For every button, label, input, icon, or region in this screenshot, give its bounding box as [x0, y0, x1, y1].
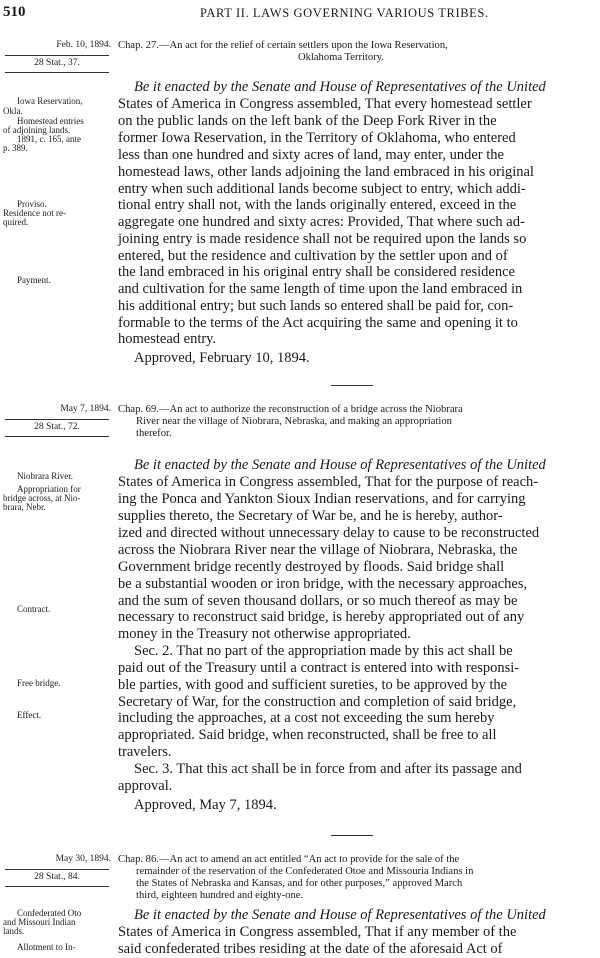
statute-citation: 28 Stat., 72. — [34, 422, 80, 432]
body-line: entry when such additional lands become subject to entry, which addi- — [118, 181, 526, 197]
margin-note: and Missouri Indian — [3, 917, 76, 927]
margin-note: Free bridge. — [17, 678, 61, 688]
body-line: ing the Ponca and Yankton Sioux Indian reservations, and for carrying — [118, 491, 526, 507]
chapter-heading-line: River near the village of Niobrara, Nebraska, and making an appropriation — [136, 416, 452, 427]
chapter-heading-line: the States of Nebraska and Kansas, and for other purposes,” approved March — [136, 878, 463, 889]
body-line: aggregate one hundred and sixty acres: Provided, That where such ad- — [118, 214, 525, 230]
running-head: PART II. LAWS GOVERNING VARIOUS TRIBES. — [200, 6, 489, 20]
margin-note: p. 389. — [3, 143, 28, 153]
body-line: homestead entry. — [118, 331, 217, 347]
body-line: necessary to reconstruct said bridge, is hereby appropriated out of any — [118, 609, 525, 625]
chapter-heading — [118, 40, 564, 64]
chapter-heading — [118, 404, 564, 440]
body-line: Sec. 2. That no part of the appropriation made by this act shall be — [134, 643, 513, 659]
margin-note: Niobrara River. — [17, 471, 73, 481]
margin-note: bridge across, at Nio- — [3, 493, 81, 503]
body-line: former Iowa Reservation, in the Territory of Oklahoma, who entered — [118, 130, 516, 146]
margin-note: Appropriation for — [17, 484, 81, 494]
margin-note: Iowa Reservation, — [17, 96, 83, 106]
margin-note: Payment. — [17, 275, 51, 285]
margin-note: 1891, c. 165, ante — [17, 134, 81, 144]
page-number: 510 — [3, 4, 26, 20]
margin-note: Homestead entries — [17, 116, 84, 126]
body-line: be a substantial wooden or iron bridge, with the necessary approaches, — [118, 576, 528, 592]
body-line: joining entry is made residence shall not be required upon the lands so — [118, 231, 527, 247]
chapter-heading-line: third, eighteen hundred and eighty-one. — [136, 890, 304, 901]
section-divider — [331, 385, 373, 386]
body-line: Government bridge recently destroyed by floods. Said bridge shall — [118, 559, 505, 575]
body-line: supplies thereto, the Secretary of War be, and he is hereby, author- — [118, 508, 503, 524]
statute-rule — [5, 436, 109, 437]
body-line: ized and directed without unnecessary delay to cause to be reconstructed — [118, 525, 540, 541]
approval-line: Approved, February 10, 1894. — [134, 350, 310, 366]
body-line: appropriated. Said bridge, when reconstructed, shall be free to all — [118, 727, 497, 743]
chapter-heading-line: therefor. — [136, 428, 172, 439]
body-line: paid out of the Treasury until a contract is entered into with responsi- — [118, 660, 520, 676]
body-line: travelers. — [118, 744, 172, 760]
chapter-heading-line: Chap. 69.—An act to authorize the reconstruction of a bridge across the Niobrara — [118, 404, 463, 415]
body-line: including the approaches, at a cost not exceeding the sum hereby — [118, 710, 495, 726]
body-line: said confederated tribes residing at the date of the aforesaid Act of — [118, 941, 503, 957]
statute-rule — [5, 72, 109, 73]
body-line: and cultivation for the same length of time upon the land embraced in — [118, 281, 523, 297]
body-line: on the public lands on the left bank of the Deep Fork River in the — [118, 113, 497, 129]
body-line: States of America in Congress assembled, That every homestead settler — [118, 96, 532, 112]
body-line: the land embraced in his original entry shall be considered residence — [118, 264, 515, 280]
approval-line: Approved, May 7, 1894. — [134, 797, 277, 813]
margin-note: quired. — [3, 217, 29, 227]
body-line: less than one hundred and sixty acres of land, may enter, under the — [118, 147, 504, 163]
body-line: Secretary of War, for the construction and completion of said bridge, — [118, 694, 517, 710]
body-line: States of America in Congress assembled, That for the purpose of reach- — [118, 474, 539, 490]
chapter-heading-line: Chap. 86.—An act to amend an act entitled “An act to provide for the sale of the — [118, 854, 460, 865]
enacting-clause-line: Be it enacted by the Senate and House of Representatives of the United — [134, 79, 546, 95]
body-line: approval. — [118, 778, 173, 794]
body-line: formable to the terms of the Act acquiring the same and opening it to — [118, 315, 518, 331]
statute-rule — [5, 886, 109, 887]
body-line: across the Niobrara River near the village of Niobrara, Nebraska, the — [118, 542, 518, 558]
margin-note: brara, Nebr. — [3, 502, 46, 512]
statute-citation: 28 Stat., 84. — [34, 872, 80, 882]
chapter-heading — [118, 854, 564, 902]
margin-note: Effect. — [17, 710, 42, 720]
section-divider — [331, 835, 373, 836]
margin-note: Allotment to In- — [17, 942, 76, 952]
date-rule — [5, 419, 109, 420]
chapter-heading-line: Chap. 27.—An act for the relief of certain settlers upon the Iowa Reservation, — [118, 40, 448, 51]
margin-note: lands. — [3, 926, 25, 936]
margin-note: of adjoining lands. — [3, 125, 71, 135]
body-line: States of America in Congress assembled, That if any member of the — [118, 924, 517, 940]
body-line: Sec. 3. That this act shall be in force from and after its passage and — [134, 761, 522, 777]
body-line: money in the Treasury not otherwise appropriated. — [118, 626, 411, 642]
margin-note: Okla. — [3, 106, 23, 116]
body-line: homestead laws, other lands adjoining the land embraced in his original — [118, 164, 534, 180]
chapter-date: Feb. 10, 1894. — [56, 40, 111, 50]
enacting-clause-line: Be it enacted by the Senate and House of Representatives of the United — [134, 907, 546, 923]
chapter-heading-line: Oklahoma Territory. — [297, 52, 385, 63]
margin-note: Residence not re- — [3, 208, 66, 218]
page-header — [0, 4, 600, 24]
chapter-date: May 30, 1894. — [55, 854, 111, 864]
chapter-heading-line: remainder of the reservation of the Confederated Otoe and Missouria Indians in — [136, 866, 474, 877]
body-line: his additional entry; but such lands so entered shall be paid for, con- — [118, 298, 514, 314]
date-rule — [5, 55, 109, 56]
body-line: and the sum of seven thousand dollars, or so much thereof as may be — [118, 593, 518, 609]
chapter-date: May 7, 1894. — [60, 404, 111, 414]
date-rule — [5, 869, 109, 870]
enacting-clause-line: Be it enacted by the Senate and House of Representatives of the United — [134, 457, 546, 473]
margin-note: Confederated Oto — [17, 908, 82, 918]
margin-note: Proviso. — [17, 199, 47, 209]
body-line: tional entry shall not, with the lands originally entered, exceed in the — [118, 197, 517, 213]
margin-note: Contract. — [17, 604, 51, 614]
body-line: ble parties, with good and sufficient sureties, to be approved by the — [118, 677, 508, 693]
statute-citation: 28 Stat., 37. — [34, 58, 80, 68]
body-line: entered, but the residence and cultivation by the settler upon and of — [118, 248, 508, 264]
